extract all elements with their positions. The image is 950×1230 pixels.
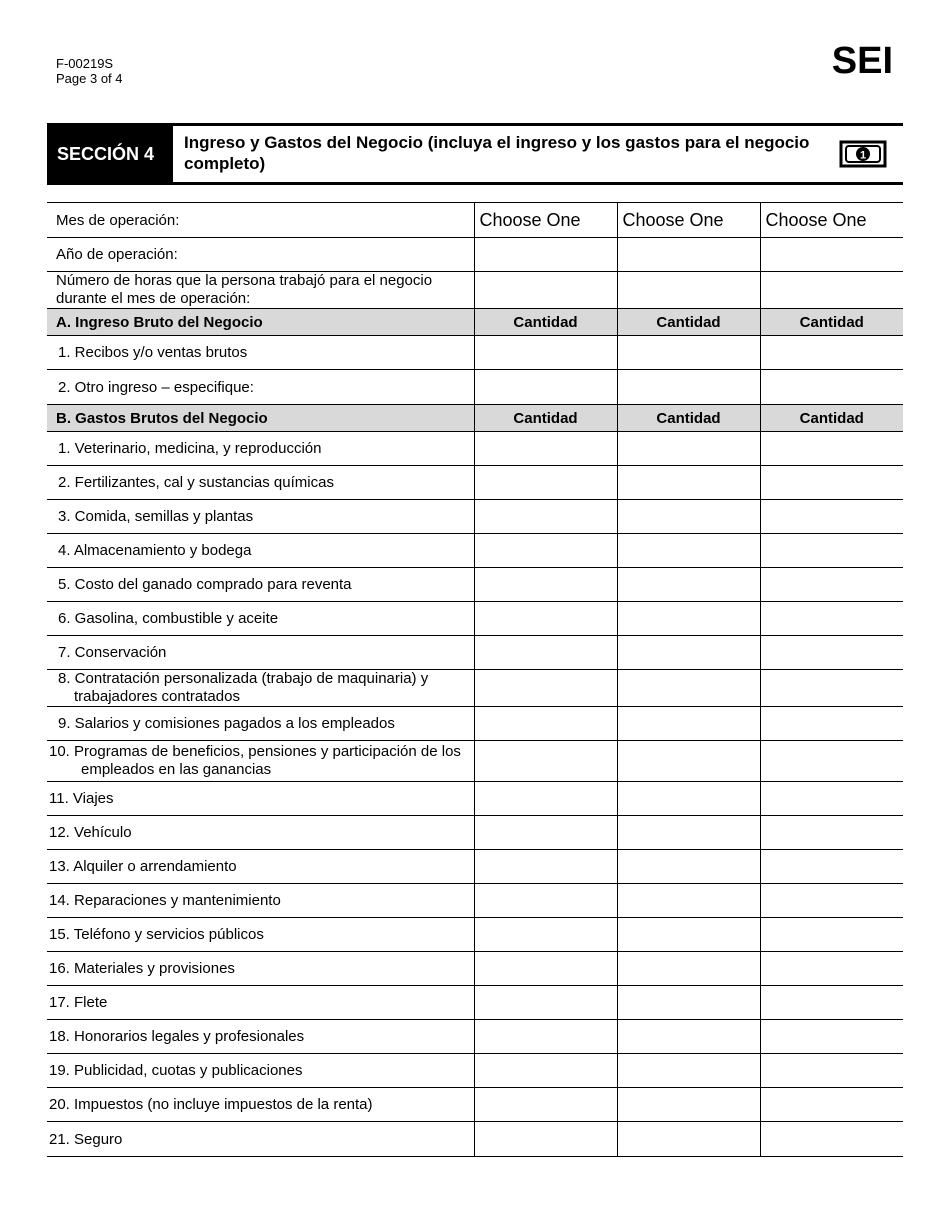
expense-item-text: 3. Comida, semillas y plantas <box>58 508 254 525</box>
amount-input[interactable] <box>617 816 760 850</box>
income-item-2: 2. Otro ingreso – especifique: <box>47 370 474 405</box>
amount-input[interactable] <box>760 500 903 534</box>
section-label: SECCIÓN 4 <box>47 126 173 182</box>
table-row <box>47 500 903 534</box>
amount-input[interactable] <box>474 952 617 986</box>
amount-input[interactable] <box>474 884 617 918</box>
amount-input[interactable] <box>760 850 903 884</box>
amount-input[interactable] <box>474 370 617 405</box>
expense-item-text: 2. Fertilizantes, cal y sustancias químicas <box>58 474 334 491</box>
amount-input[interactable] <box>760 816 903 850</box>
amount-input[interactable] <box>760 568 903 602</box>
income-heading: A. Ingreso Bruto del Negocio <box>47 309 474 336</box>
table-row <box>47 466 903 500</box>
expense-item-label <box>47 1020 474 1054</box>
form-number: F-00219S <box>56 56 114 71</box>
amount-input[interactable] <box>474 707 617 741</box>
amount-input[interactable] <box>760 707 903 741</box>
expense-item-label <box>47 986 474 1020</box>
amount-input[interactable] <box>617 602 760 636</box>
amount-input[interactable] <box>760 670 903 707</box>
amount-input[interactable] <box>617 370 760 405</box>
page-number: Page 3 of 4 <box>56 71 123 86</box>
expense-item-text: 9. Salarios y comisiones pagados a los empleados <box>58 715 395 732</box>
amount-input[interactable] <box>617 500 760 534</box>
table-row <box>47 850 903 884</box>
amount-input[interactable] <box>617 952 760 986</box>
amount-input[interactable] <box>617 1122 760 1157</box>
amount-input[interactable] <box>474 1020 617 1054</box>
expense-item-label <box>47 568 474 602</box>
expense-item-label <box>47 534 474 568</box>
amount-input[interactable] <box>617 850 760 884</box>
hours-row <box>47 272 903 309</box>
amount-input[interactable] <box>617 1020 760 1054</box>
expense-item-text: 12. Vehículo <box>49 824 132 841</box>
expense-item-text: 15. Teléfono y servicios públicos <box>49 926 264 943</box>
expense-item-text: 4. Almacenamiento y bodega <box>58 542 252 559</box>
table-row <box>47 707 903 741</box>
expense-item-label <box>47 1054 474 1088</box>
amount-input[interactable] <box>474 466 617 500</box>
amount-input[interactable] <box>760 1122 903 1157</box>
expense-item-text: 16. Materiales y provisiones <box>49 960 235 977</box>
expense-item-label <box>47 1088 474 1122</box>
expense-item-label <box>47 918 474 952</box>
hours-input-3[interactable] <box>760 272 903 309</box>
amount-input[interactable] <box>760 636 903 670</box>
amount-input[interactable] <box>617 1088 760 1122</box>
amount-input[interactable] <box>474 336 617 370</box>
amount-input[interactable] <box>760 534 903 568</box>
table-row <box>47 1088 903 1122</box>
expense-item-label <box>47 670 474 707</box>
amount-input[interactable] <box>760 741 903 782</box>
expense-item-label <box>47 636 474 670</box>
expense-item-label <box>47 850 474 884</box>
amount-input[interactable] <box>474 782 617 816</box>
amount-input[interactable] <box>474 816 617 850</box>
table-row <box>47 986 903 1020</box>
expense-item-text: 11. Viajes <box>49 790 114 807</box>
amount-input[interactable] <box>474 741 617 782</box>
hours-label-text: Número de horas que la persona trabajó para el negocio durante el mes de operación: <box>56 272 433 307</box>
month-row <box>47 203 903 238</box>
table-row <box>47 782 903 816</box>
expense-item-text: 17. Flete <box>49 994 108 1011</box>
amount-input[interactable] <box>760 918 903 952</box>
amount-input[interactable] <box>474 636 617 670</box>
year-input-2[interactable] <box>617 238 760 272</box>
expense-item-text: 13. Alquiler o arrendamiento <box>49 858 237 875</box>
expense-item-label <box>47 952 474 986</box>
hours-label <box>47 272 474 309</box>
amount-input[interactable] <box>760 336 903 370</box>
table-row <box>47 884 903 918</box>
form-identifier <box>56 56 123 86</box>
table-row <box>47 918 903 952</box>
amount-input[interactable] <box>617 432 760 466</box>
year-input-1[interactable] <box>474 238 617 272</box>
amount-input[interactable] <box>474 1122 617 1157</box>
amount-input[interactable] <box>760 782 903 816</box>
month-select-1[interactable]: Choose One <box>474 203 617 238</box>
amount-input[interactable] <box>474 602 617 636</box>
brand-title: SEI <box>831 40 893 82</box>
table-row <box>47 741 903 782</box>
expense-item-text: 8. Contratación personalizada (trabajo de maquinaria) y trabajadores contratados <box>58 670 429 705</box>
year-label: Año de operación: <box>47 238 474 272</box>
amount-input[interactable] <box>617 336 760 370</box>
amount-input[interactable] <box>760 432 903 466</box>
expense-heading: B. Gastos Brutos del Negocio <box>47 405 474 432</box>
expense-item-label <box>47 816 474 850</box>
amount-input[interactable] <box>617 568 760 602</box>
expense-item-label <box>47 884 474 918</box>
amount-input[interactable] <box>474 670 617 707</box>
amount-input[interactable] <box>760 884 903 918</box>
expense-item-label <box>47 500 474 534</box>
amount-input[interactable] <box>617 884 760 918</box>
income-item-1: 1. Recibos y/o ventas brutos <box>47 336 474 370</box>
expense-item-text: 1. Veterinario, medicina, y reproducción <box>58 440 322 457</box>
table-row <box>47 1054 903 1088</box>
amount-input[interactable] <box>617 986 760 1020</box>
expense-item-label <box>47 741 474 782</box>
income-col-1: Cantidad <box>474 309 617 336</box>
table-row <box>47 568 903 602</box>
table-row <box>47 432 903 466</box>
hours-input-2[interactable] <box>617 272 760 309</box>
year-input-3[interactable] <box>760 238 903 272</box>
amount-input[interactable] <box>617 918 760 952</box>
month-label: Mes de operación: <box>47 203 474 238</box>
amount-input[interactable] <box>617 741 760 782</box>
expense-item-text: 20. Impuestos (no incluye impuestos de la renta) <box>49 1096 373 1113</box>
amount-input[interactable] <box>760 1054 903 1088</box>
expense-item-text: 6. Gasolina, combustible y aceite <box>58 610 279 627</box>
amount-input[interactable] <box>617 636 760 670</box>
section-title: Ingreso y Gastos del Negocio (incluya el ingreso y los gastos para el negocio completo) <box>184 133 810 173</box>
amount-input[interactable] <box>474 432 617 466</box>
year-row <box>47 238 903 272</box>
table-row <box>47 670 903 707</box>
expense-item-text: 18. Honorarios legales y profesionales <box>49 1028 305 1045</box>
expense-item-text: 14. Reparaciones y mantenimiento <box>49 892 281 909</box>
amount-input[interactable] <box>474 1054 617 1088</box>
expense-item-label <box>47 1122 474 1157</box>
amount-input[interactable] <box>760 1020 903 1054</box>
amount-input[interactable] <box>760 602 903 636</box>
svg-text:1: 1 <box>859 149 867 162</box>
table-row <box>47 370 903 405</box>
income-col-3: Cantidad <box>760 309 903 336</box>
expense-item-text: 7. Conservación <box>58 644 167 661</box>
table-row <box>47 534 903 568</box>
expense-item-text: 21. Seguro <box>49 1130 123 1148</box>
amount-input[interactable] <box>617 670 760 707</box>
amount-input[interactable] <box>474 568 617 602</box>
amount-input[interactable] <box>474 918 617 952</box>
table-row <box>47 1122 903 1157</box>
expense-item-label <box>47 707 474 741</box>
section-header <box>47 123 903 185</box>
amount-input[interactable] <box>474 986 617 1020</box>
table-row <box>47 602 903 636</box>
expense-item-text: 19. Publicidad, cuotas y publicaciones <box>49 1062 303 1079</box>
table-row <box>47 636 903 670</box>
expense-item-label <box>47 602 474 636</box>
month-select-3[interactable]: Choose One <box>760 203 903 238</box>
expense-col-2: Cantidad <box>617 405 760 432</box>
expense-item-text: 5. Costo del ganado comprado para reventa <box>58 576 352 593</box>
expense-rows <box>47 432 903 1157</box>
table-row <box>47 336 903 370</box>
amount-input[interactable] <box>617 707 760 741</box>
amount-input[interactable] <box>617 782 760 816</box>
expense-item-text: 10. Programas de beneficios, pensiones y participación de los empleados en las ganancias <box>49 743 461 778</box>
income-heading-row <box>47 309 903 336</box>
amount-input[interactable] <box>617 534 760 568</box>
income-col-2: Cantidad <box>617 309 760 336</box>
amount-input[interactable] <box>617 1054 760 1088</box>
amount-input[interactable] <box>760 986 903 1020</box>
table-row <box>47 1020 903 1054</box>
expense-item-label <box>47 432 474 466</box>
money-bill-icon <box>839 140 887 168</box>
expense-item-label <box>47 782 474 816</box>
table-row <box>47 816 903 850</box>
amount-input[interactable] <box>760 466 903 500</box>
amount-input[interactable] <box>760 952 903 986</box>
amount-input[interactable] <box>474 534 617 568</box>
expense-item-label <box>47 466 474 500</box>
amount-input[interactable] <box>474 850 617 884</box>
amount-input[interactable] <box>617 466 760 500</box>
amount-input[interactable] <box>760 1088 903 1122</box>
amount-input[interactable] <box>760 370 903 405</box>
expense-col-1: Cantidad <box>474 405 617 432</box>
expense-col-3: Cantidad <box>760 405 903 432</box>
income-expense-table <box>47 202 903 1157</box>
amount-input[interactable] <box>474 500 617 534</box>
month-select-2[interactable]: Choose One <box>617 203 760 238</box>
expense-heading-row <box>47 405 903 432</box>
hours-input-1[interactable] <box>474 272 617 309</box>
table-row <box>47 952 903 986</box>
amount-input[interactable] <box>474 1088 617 1122</box>
